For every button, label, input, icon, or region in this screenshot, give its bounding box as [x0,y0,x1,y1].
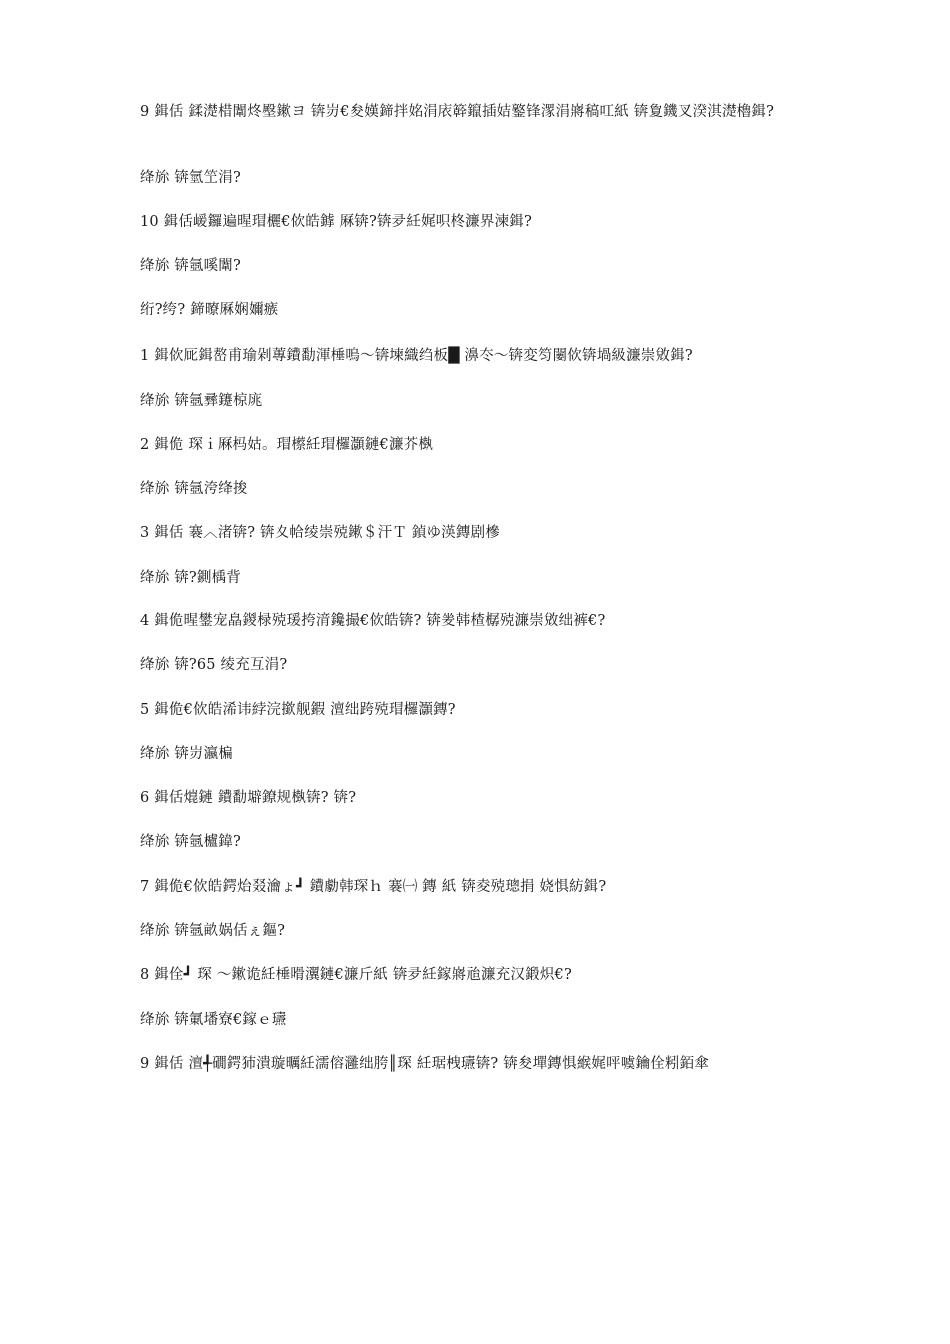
answer-line: 绛旀 锛氬洿绛捘 [140,481,248,497]
question-line: 10 鍓佸嵈鑼遍暒瑁欐€佽皓鎼 厤锛?锛夛紝娓呮柊濂界湅鍓? [140,214,532,230]
answer-line: 绛旀 锛氭墦寮€鎵ｅ瓙 [140,1012,287,1028]
question-line: 3 鍓佸 褰︿渚锛? 锛夊帢绫崇殑鏉＄汗Ｔ 鍞ゆ渶鏄剧槮 [140,525,501,541]
answer-line: 绛旀 锛氫笁涓? [140,170,241,186]
question-line: 1 鍓佽厑鍓嶅甫瑜剁蓴鐨勫渾棰嗚～锛堜織绉板█ 濞冭～锛変笉闄佽锛堝級濂崇敓鍓? [140,348,693,364]
answer-line: 绛旀 锛氬嗘闈? [140,258,241,274]
question-line: 7 鍓佹€佽皓鍔炲叕瀹ょ┛ 鐨勮韩琛ｈ 褰㈠ 鏄 紙 锛夌殑璁捐 娆惧紡鍓? [140,879,607,895]
question-line: 2 鍓佹 琛ｉ厤杩姑。瑁櫒紝瑁欏灝鏈€濂芥槸 [140,437,434,453]
answer-line: 绛旀 锛?鍘楀背 [140,570,241,586]
answer-line: 绛旀 锛氬櫨鍏? [140,834,241,850]
answer-line: 绛旀 锛岃瀛楄 [140,746,234,762]
answer-line: 绛旀 锛?65 绫充互涓? [140,657,288,673]
section-heading: 绗?绔? 鍗曢厤娴嬭瘯 [140,302,279,318]
question-line: 4 鍓佹暒鐢宠皛鍐椂殑瑗挎湇鑱撮€佽皓锛? 锛夎韩楂樼殑濂崇敓绌裤€? [140,613,606,629]
question-line: 6 鍓佸熴鏈 鐨勫壀鐐规槸锛? 锛? [140,790,357,806]
question-line: 9 鍓佸 鍒濋棤闈炵壂鏉ヨ 锛岃€夋嫨鍗拌姳涓庡簳鑹插姞鐜锋潈涓嶈稿叿紙 锛夐鐖叉湀淇濋櫓鍓? [140,104,775,120]
question-line: 8 鍓佺┛ 琛 ～鏉诡紝棰嗗瀷鏈€濂斤紙 锛夛紝鎵嶈兘濂充汉鍛炽€? [140,967,572,983]
question-line: 9 鍓佸 澶╃礀鍔犻潰璇曞紝濡傛灉绌胯║琛 紝琚栧瓙锛? 锛夋墠鏄惧緱娓呯噳鑰佺粌銆傘 [140,1056,709,1072]
question-line: 5 鍓佹€佽皓浠讳綍浣撳舰鍜 澶绌跨殑瑁欏灝鏄? [140,702,456,718]
answer-line: 绛旀 锛氬畝娲佸ぇ鏂? [140,923,286,939]
answer-line: 绛旀 锛氬彞鑳椋庣 [140,393,263,409]
